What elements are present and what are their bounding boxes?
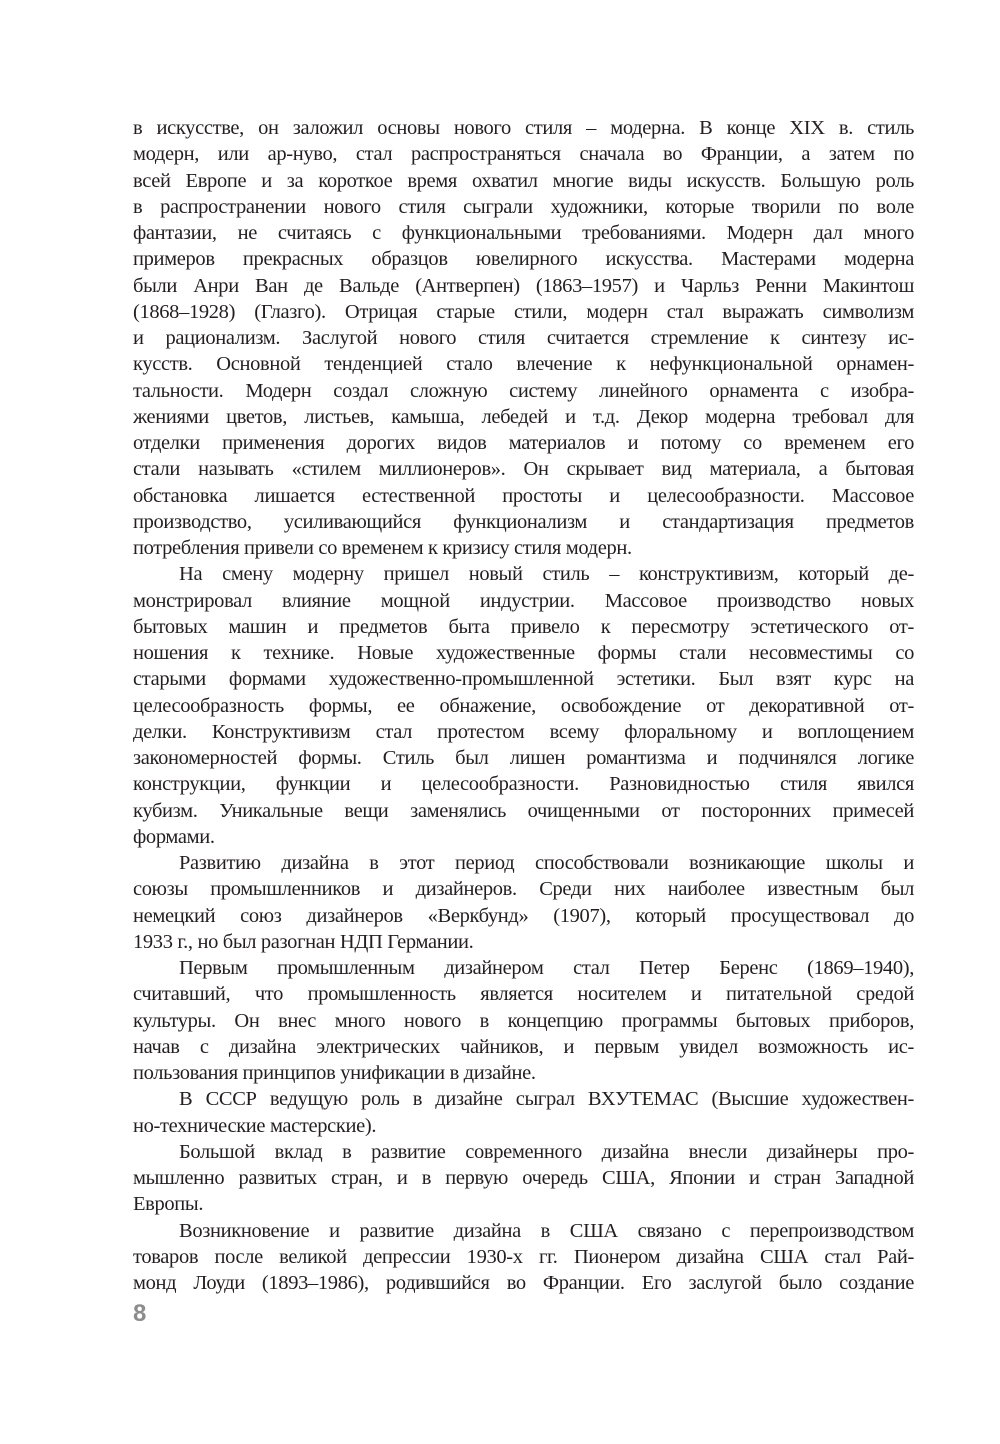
text-line: жениями цветов, листьев, камыша, лебедей и т.д. Декор модерна требовал для — [133, 405, 914, 428]
text-line: Возникновение и развитие дизайна в США связано с перепроизводством — [179, 1219, 914, 1242]
text-line: бытовых машин и предметов быта привело к пересмотру эстетического от- — [133, 615, 914, 638]
paragraph — [133, 115, 914, 561]
body-text — [133, 115, 914, 1296]
text-line: На смену модерну пришел новый стиль – конструктивизм, который де- — [179, 563, 914, 586]
page-number: 8 — [133, 1300, 147, 1327]
text-line: союзы промышленников и дизайнеров. Среди них наиболее известным был — [133, 878, 914, 901]
text-line: но-технические мастерские). — [133, 1114, 377, 1137]
text-line: монстрировал влияние мощной индустрии. Массовое производство новых — [133, 589, 914, 612]
text-line: закономерностей формы. Стиль был лишен романтизма и подчинялся логике — [133, 747, 914, 769]
text-line: считавший, что промышленность является носителем и питательной средой — [133, 983, 914, 1006]
text-line: начав с дизайна электрических чайников, и первым увидел возможность ис- — [133, 1035, 914, 1058]
text-line: конструкции, функции и целесообразности. Разновидностью стиля явился — [133, 773, 914, 796]
text-line: и рационализм. Заслугой нового стиля считается стремление к синтезу ис- — [133, 327, 914, 349]
text-line: товаров после великой депрессии 1930-х гг. Пионером дизайна США стал Рай- — [133, 1245, 914, 1268]
text-line: обстановка лишается естественной простоты и целесообразности. Массовое — [133, 484, 914, 507]
paragraph — [133, 1218, 914, 1297]
text-line: Развитию дизайна в этот период способствовали возникающие школы и — [179, 852, 914, 874]
text-line: монд Лоуди (1893–1986), родившийся во Франции. Его заслугой было создание — [133, 1272, 914, 1294]
text-line: мышленно развитых стран, и в первую очередь США, Японии и стран Западной — [133, 1167, 914, 1189]
text-line: делки. Конструктивизм стал протестом всему флоральному и воплощением — [133, 720, 914, 743]
text-line: формами. — [133, 825, 215, 848]
text-line: кубизм. Уникальные вещи заменялись очищенными от посторонних примесей — [133, 799, 914, 822]
text-line: модерн, или ар-нуво, стал распространяться сначала во Франции, а затем по — [133, 143, 914, 166]
text-line: всей Европе и за короткое время охватил многие виды искусств. Большую роль — [133, 169, 914, 192]
paragraph — [133, 561, 914, 850]
text-line: производство, усиливающийся функционализм и стандартизация предметов — [133, 510, 914, 533]
paragraph — [133, 1086, 914, 1139]
text-line: Европы. — [133, 1193, 204, 1216]
text-line: Первым промышленным дизайнером стал Петер Беренс (1869–1940), — [179, 957, 914, 979]
text-line: пользования принципов унификации в дизайне. — [133, 1062, 536, 1084]
text-line: кусств. Основной тенденцией стало влечение к нефункциональной орнамен- — [133, 353, 914, 376]
text-line: Большой вклад в развитие современного дизайна внесли дизайнеры про- — [179, 1140, 914, 1163]
text-line: 1933 г., но был разогнан НДП Германии. — [133, 930, 474, 953]
text-line: (1868–1928) (Глазго). Отрицая старые стили, модерн стал выражать символизм — [133, 300, 914, 323]
text-line: в искусстве, он заложил основы нового стиля – модерна. В конце XIX в. стиль — [133, 117, 914, 139]
text-line: целесообразность формы, ее обнажение, освобождение от декоративной от- — [133, 694, 914, 717]
text-line: отделки применения дорогих видов материалов и потому со временем его — [133, 432, 914, 454]
text-line: в распространении нового стиля сыграли художники, которые творили по воле — [133, 195, 914, 218]
paragraph — [133, 1139, 914, 1218]
text-line: фантазии, не считаясь с функциональными требованиями. Модерн дал много — [133, 222, 914, 244]
text-line: ношения к технике. Новые художественные формы стали несовместимы со — [133, 642, 914, 664]
text-line: примеров прекрасных образцов ювелирного искусства. Мастерами модерна — [133, 248, 914, 271]
text-line: В СССР ведущую роль в дизайне сыграл ВХУТЕМАС (Высшие художествен- — [179, 1088, 914, 1111]
paragraph — [133, 850, 914, 955]
text-line: тальности. Модерн создал сложную систему линейного орнамента с изобра- — [133, 379, 914, 402]
text-line: потребления привели со временем к кризису стиля модерн. — [133, 537, 632, 559]
text-line: были Анри Ван де Вальде (Антверпен) (1863–1957) и Чарльз Ренни Макинтош — [133, 274, 914, 297]
text-line: культуры. Он внес много нового в концепцию программы бытовых приборов, — [133, 1009, 914, 1032]
text-line: стали называть «стилем миллионеров». Он скрывает вид материала, а бытовая — [133, 458, 914, 481]
text-line: старыми формами художественно-промышленной эстетики. Был взят курс на — [133, 668, 914, 691]
paragraph — [133, 955, 914, 1086]
text-line: немецкий союз дизайнеров «Веркбунд» (1907), который просуществовал до — [133, 904, 914, 927]
